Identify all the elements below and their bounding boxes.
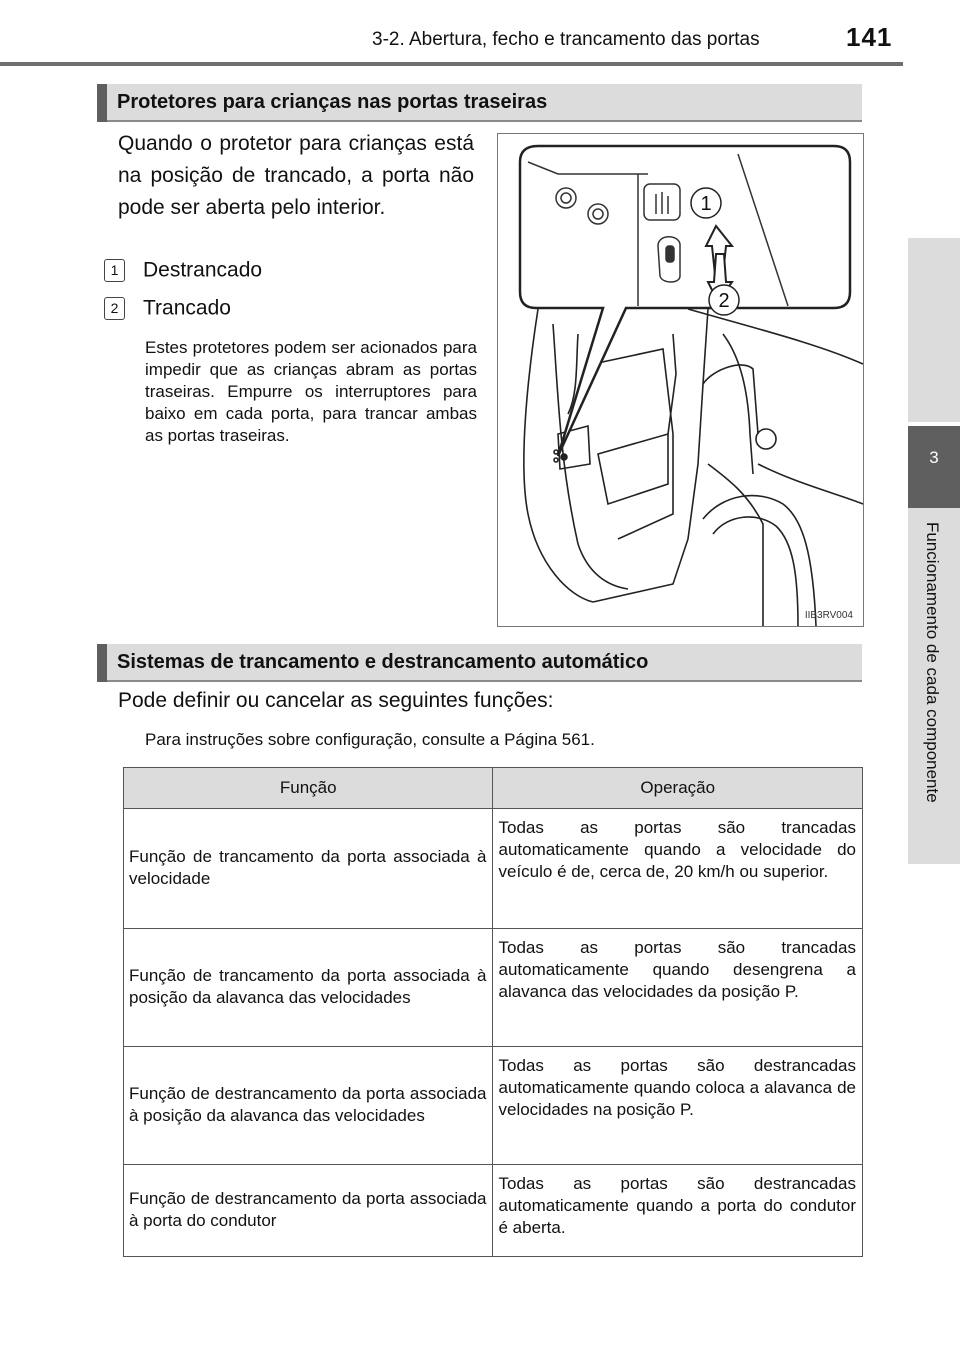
operation-cell: Todas as portas são trancadas automaticamente quando desengrena a alavanca das velocidades da posição P. <box>493 929 863 1047</box>
chapter-number: 3 <box>929 448 939 467</box>
svg-text:2: 2 <box>718 290 730 312</box>
running-header-title: 3-2. Abertura, fecho e trancamento das portas <box>372 29 760 50</box>
list-item-label: Destrancado <box>143 258 263 282</box>
callout-marker-2 <box>709 285 739 315</box>
section-heading-title: Sistemas de trancamento e destrancamento automático <box>117 651 649 673</box>
rear-door-drawing <box>498 134 863 626</box>
column-header-operation: Operação <box>493 768 863 809</box>
chapter-side-tab <box>908 0 960 1362</box>
section-heading-auto-lock <box>97 644 862 682</box>
table-row <box>124 929 863 1047</box>
section-heading-marker <box>97 84 107 122</box>
table-row <box>124 809 863 929</box>
table-header-row <box>124 768 863 809</box>
function-cell: Função de trancamento da porta associada à velocidade <box>124 809 493 929</box>
side-tab-band-top <box>908 238 960 422</box>
chapter-title: Funcionamento de cada componente <box>923 522 942 803</box>
svg-text:1: 1 <box>700 193 712 215</box>
auto-lock-intro: Pode definir ou cancelar as seguintes funções: <box>118 689 554 712</box>
function-cell: Função de destrancamento da porta associada à posição da alavanca das velocidades <box>124 1047 493 1165</box>
item-number-badge: 1 <box>104 259 125 282</box>
operation-cell: Todas as portas são trancadas automaticamente quando a velocidade do veículo é de, cerca de, 20 km/h ou superior. <box>493 809 863 929</box>
page-number: 141 <box>846 22 893 52</box>
child-protector-note: Estes protetores podem ser acionados para impedir que as crianças abram as portas traseiras. Empurre os interruptores para baixo em cada porta, para trancar ambas as portas traseiras. <box>145 338 477 445</box>
operation-cell: Todas as portas são destrancadas automaticamente quando coloca a alavanca de velocidades na posição P. <box>493 1047 863 1165</box>
function-cell: Função de destrancamento da porta associada à porta do condutor <box>124 1165 493 1257</box>
item-number-badge: 2 <box>104 297 125 320</box>
section-heading-title: Protetores para crianças nas portas traseiras <box>117 91 548 113</box>
operation-cell: Todas as portas são destrancadas automaticamente quando a porta do condutor é aberta. <box>493 1165 863 1257</box>
list-item <box>104 296 231 320</box>
function-cell: Função de trancamento da porta associada à posição da alavanca das velocidades <box>124 929 493 1047</box>
list-item <box>104 258 262 282</box>
rear-door-illustration <box>497 133 864 627</box>
callout-marker-1 <box>691 188 721 218</box>
column-header-function: Função <box>124 768 493 809</box>
list-item-label: Trancado <box>143 296 231 320</box>
child-protector-intro: Quando o protetor para crianças está na posição de trancado, a porta não pode ser aberta pelo interior. <box>118 132 474 219</box>
section-heading-marker <box>97 644 107 682</box>
section-heading-child-protectors <box>97 84 862 122</box>
table-row <box>124 1047 863 1165</box>
table-row <box>124 1165 863 1257</box>
settings-reference: Para instruções sobre configuração, consulte a Página 561. <box>145 730 595 749</box>
figure-code: IIB3RV004 <box>804 610 853 621</box>
header-rule <box>0 62 903 66</box>
functions-table <box>123 767 863 1257</box>
